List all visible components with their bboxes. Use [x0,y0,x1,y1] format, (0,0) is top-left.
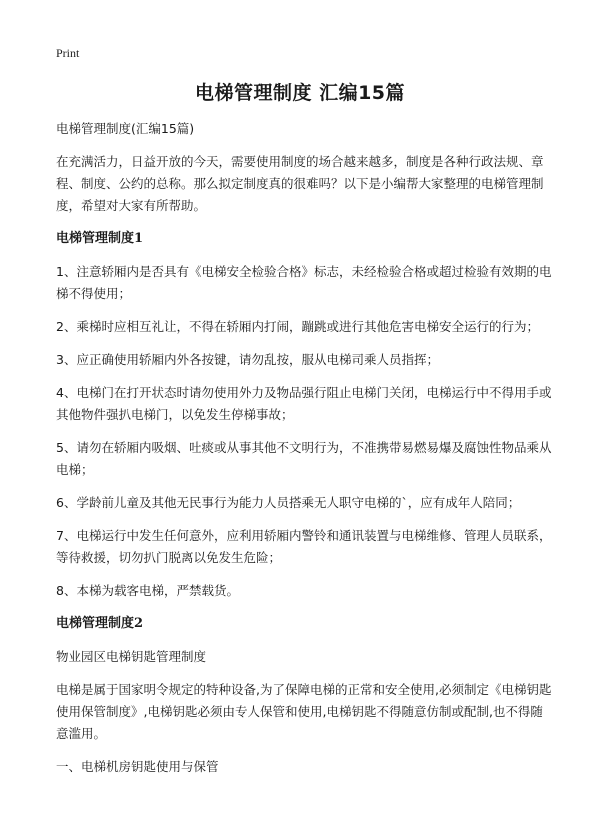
section-heading-2: 电梯管理制度2 [56,616,144,631]
list-item: 8、本梯为载客电梯，严禁载货。 [56,583,239,598]
section2-subheading: 一、电梯机房钥匙使用与保管 [56,759,219,774]
document-subtitle: 电梯管理制度(汇编15篇) [56,121,195,136]
page-title: 电梯管理制度 汇编15篇 [194,82,406,104]
document-body [56,118,552,789]
list-item: 7、电梯运行中发生任何意外，应利用轿厢内警铃和通讯装置与电梯维修、管理人员联系，等待救援，切勿扒门脱离以免发生危险； [56,528,552,565]
section-heading-1: 电梯管理制度1 [56,231,144,246]
list-item: 1、注意轿厢内是否具有《电梯安全检验合格》标志，未经检验合格或超过检验有效期的电梯不得使用； [56,264,552,301]
section2-paragraph: 电梯是属于国家明令规定的特种设备,为了保障电梯的正常和安全使用,必须制定《电梯钥匙使用保管制度》,电梯钥匙必须由专人保管和使用,电梯钥匙不得随意仿制或配制,也不得随意滥用。 [56,682,552,741]
list-item: 6、学龄前儿童及其他无民事行为能力人员搭乘无人职守电梯的`，应有成年人陪同； [56,495,521,510]
section2-line: 物业园区电梯钥匙管理制度 [56,649,207,664]
list-item: 2、乘梯时应相互礼让，不得在轿厢内打闹，蹦跳或进行其他危害电梯安全运行的行为； [56,319,539,334]
list-item: 4、电梯门在打开状态时请勿使用外力及物品强行阻止电梯门关闭，电梯运行中不得用手或其他物件强扒电梯门，以免发生停梯事故； [56,385,552,422]
intro-paragraph: 在充满活力，日益开放的今天，需要使用制度的场合越来越多，制度是各种行政法规、章程、制度、公约的总称。那么拟定制度真的很难吗？以下是小编帮大家整理的电梯管理制度，希望对大家有所帮助。 [56,154,544,213]
list-item: 5、请勿在轿厢内吸烟、吐痰或从事其他不文明行为，不准携带易燃易爆及腐蚀性物品乘从电梯； [56,440,552,477]
list-item: 3、应正确使用轿厢内外各按键，请勿乱按，服从电梯司乘人员指挥； [56,352,439,367]
print-label: Print [56,46,80,60]
